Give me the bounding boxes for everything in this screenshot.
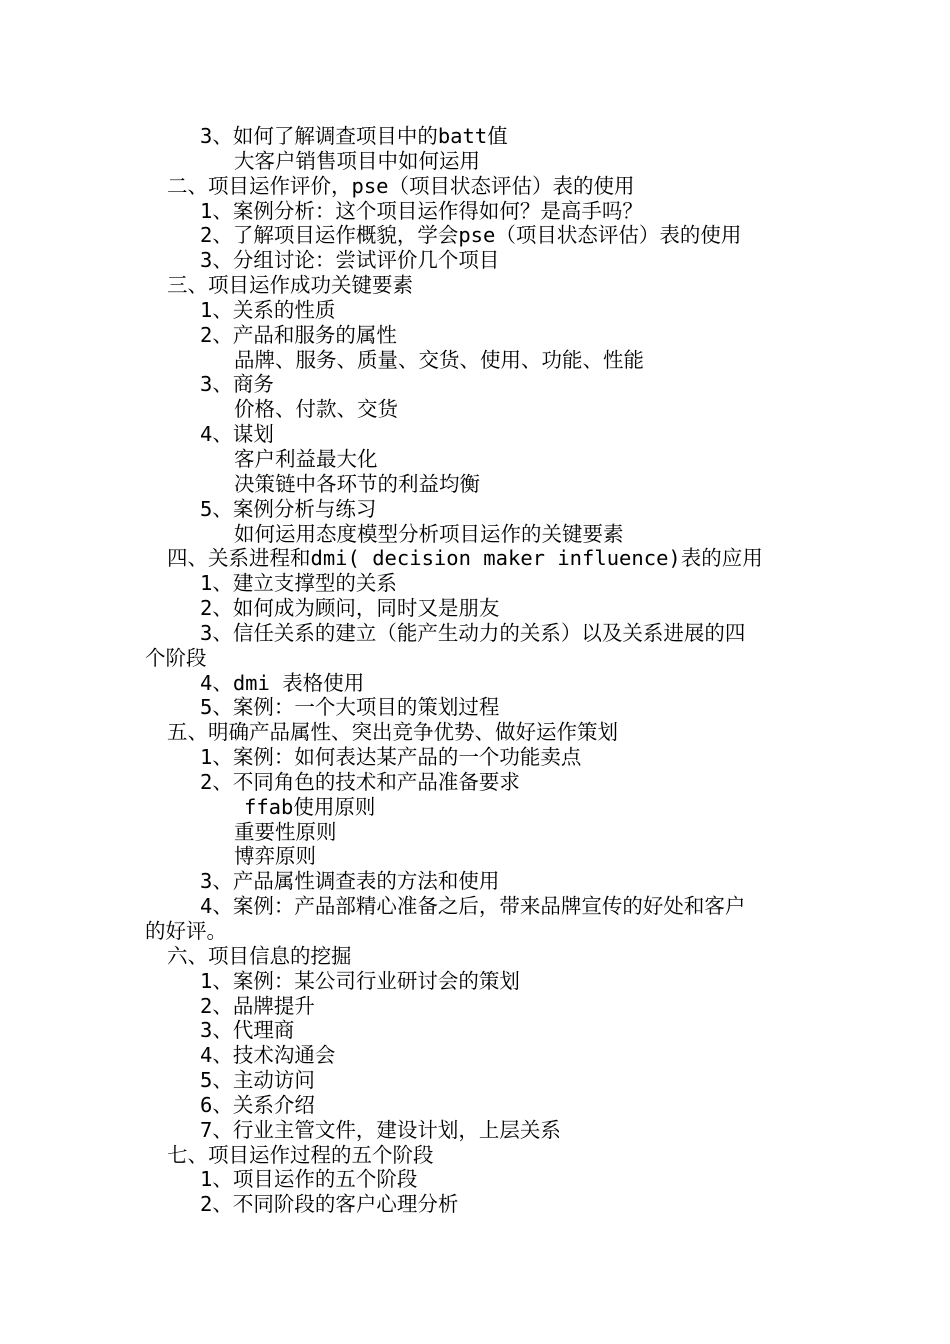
outline-item: 6、关系介绍	[200, 1092, 315, 1117]
outline-text: 如何运用态度模型分析项目运作的关键要素	[234, 521, 624, 546]
section-heading: 七、项目运作过程的五个阶段	[167, 1142, 434, 1167]
section-heading: 四、关系进程和dmi( decision maker influence)表的应用	[167, 546, 763, 571]
outline-text: 博弈原则	[234, 844, 316, 869]
document-page	[0, 124, 950, 1217]
outline-item: 2、产品和服务的属性	[200, 322, 397, 347]
outline-item: 4、案例：产品部精心准备之后，带来品牌宣传的好处和客户	[200, 894, 746, 919]
outline-item: 3、信任关系的建立（能产生动力的关系）以及关系进展的四	[200, 620, 746, 645]
outline-item: 5、案例分析与练习	[200, 496, 377, 521]
outline-item: 5、案例：一个大项目的策划过程	[200, 695, 500, 720]
outline-item: 1、案例：如何表达某产品的一个功能卖点	[200, 745, 582, 770]
outline-item: 2、不同角色的技术和产品准备要求	[200, 769, 520, 794]
outline-text: 大客户销售项目中如何运用	[234, 148, 480, 173]
outline-text: 价格、付款、交货	[234, 397, 398, 422]
section-heading: 三、项目运作成功关键要素	[167, 273, 413, 298]
outline-item: 1、案例分析：这个项目运作得如何？是高手吗？	[200, 198, 643, 223]
outline-item: 3、产品属性调查表的方法和使用	[200, 869, 500, 894]
outline-item: 1、案例：某公司行业研讨会的策划	[200, 968, 520, 993]
outline-text: 决策链中各环节的利益均衡	[234, 471, 480, 496]
section-heading: 五、明确产品属性、突出竞争优势、做好运作策划	[167, 720, 618, 745]
outline-item: 3、分组讨论：尝试评价几个项目	[200, 248, 500, 273]
outline-text: 客户利益最大化	[234, 446, 378, 471]
outline-text: ffab使用原则	[244, 794, 376, 819]
section-heading: 二、项目运作评价，pse（项目状态评估）表的使用	[167, 173, 635, 198]
outline-item: 4、dmi 表格使用	[200, 670, 365, 695]
outline-item: 2、如何成为顾问，同时又是朋友	[200, 596, 500, 621]
outline-item: 1、建立支撑型的关系	[200, 571, 397, 596]
outline-item: 3、如何了解调查项目中的batt值	[200, 124, 508, 148]
outline-text: 的好评。	[145, 919, 227, 943]
outline-item: 4、谋划	[200, 422, 274, 447]
outline-item: 5、主动访问	[200, 1068, 315, 1093]
outline-item: 4、技术沟通会	[200, 1043, 336, 1068]
outline-item: 2、了解项目运作概貌，学会pse（项目状态评估）表的使用	[200, 223, 742, 248]
outline-item: 1、关系的性质	[200, 297, 336, 322]
outline-text: 重要性原则	[234, 819, 337, 844]
section-heading: 六、项目信息的挖掘	[167, 943, 352, 968]
outline-text: 品牌、服务、质量、交货、使用、功能、性能	[234, 347, 644, 372]
outline-text: 个阶段	[145, 645, 207, 670]
outline-item: 3、商务	[200, 372, 274, 397]
outline-item: 7、行业主管文件，建设计划，上层关系	[200, 1117, 561, 1142]
outline-item: 2、不同阶段的客户心理分析	[200, 1192, 459, 1217]
outline-item: 3、代理商	[200, 1018, 295, 1043]
outline-item: 2、品牌提升	[200, 993, 315, 1018]
outline-item: 1、项目运作的五个阶段	[200, 1167, 418, 1192]
